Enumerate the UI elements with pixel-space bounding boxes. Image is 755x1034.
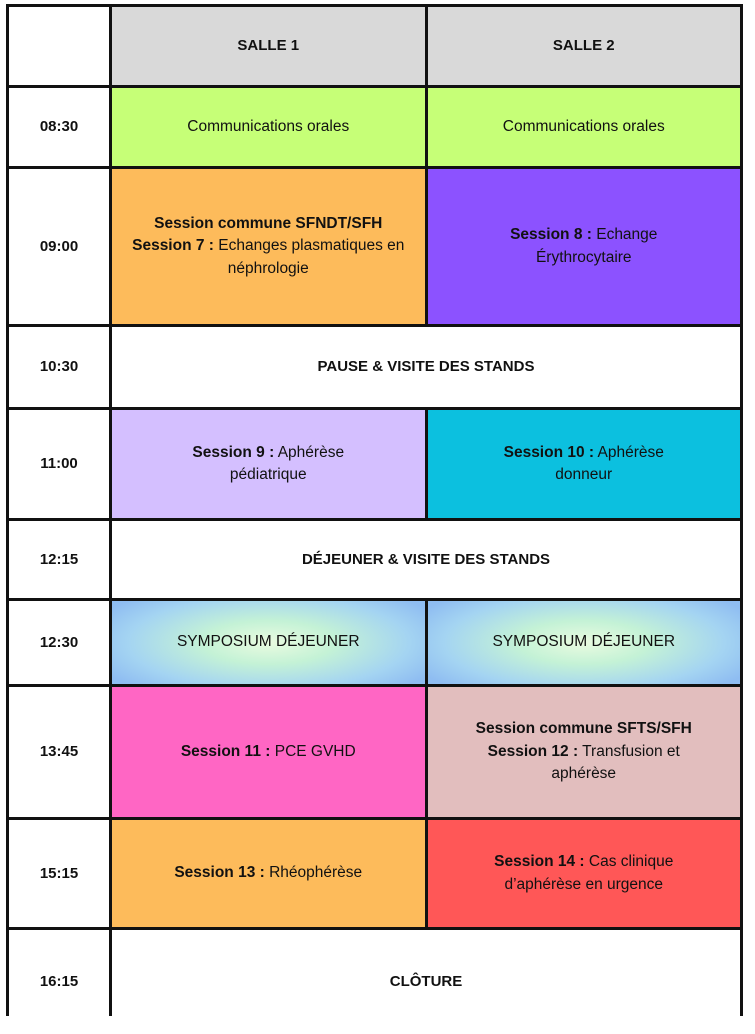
time-cell: 13:45: [9, 687, 109, 817]
break-cell: DÉJEUNER & VISITE DES STANDS: [112, 521, 740, 598]
session-number: Session 9 :: [192, 443, 275, 461]
time-cell: 16:15: [9, 930, 109, 1034]
time-cell: 10:30: [9, 327, 109, 407]
time-cell: 11:00: [9, 410, 109, 518]
header-salle-1: SALLE 1: [112, 7, 425, 85]
session-title: Rhéophérèse: [264, 864, 363, 882]
session-block: [174, 862, 362, 884]
session-number: Session 10 :: [503, 443, 595, 461]
session-title: Echange Érythrocytaire: [535, 226, 658, 266]
session-block: [181, 741, 356, 763]
session-block: [459, 851, 709, 896]
break-cell: PAUSE & VISITE DES STANDS: [112, 327, 740, 407]
session-number: Session 13 :: [174, 864, 265, 882]
session-title: PCE GVHD: [270, 742, 356, 760]
session-block: [464, 718, 704, 785]
session-block: [122, 213, 415, 280]
symposium-cell: [428, 601, 741, 684]
header-corner-cell: [9, 7, 109, 85]
session-joint-label: Session commune SFNDT/SFH: [154, 214, 383, 232]
session-cell: [112, 820, 425, 927]
session-cell: [428, 88, 741, 166]
time-cell: 09:00: [9, 169, 109, 324]
session-number: Session 14 :: [494, 853, 585, 871]
time-cell: 12:30: [9, 601, 109, 684]
session-cell: [428, 169, 741, 324]
session-cell: [112, 169, 425, 324]
closing-cell: CLÔTURE: [112, 930, 740, 1034]
schedule-table: [6, 4, 743, 1016]
session-joint-label: Session commune SFTS/SFH: [475, 720, 692, 738]
session-text: SYMPOSIUM DÉJEUNER: [176, 633, 360, 651]
session-text: Communications orales: [187, 117, 350, 135]
session-number: Session 8 :: [510, 226, 592, 244]
session-title: Echanges plasmatiques en néphrologie: [213, 237, 405, 277]
session-title: Aphérèse pédiatrique: [229, 443, 345, 483]
session-number: Session 11 :: [180, 742, 271, 760]
session-cell: [112, 88, 425, 166]
session-title: Aphérèse donneur: [555, 443, 664, 483]
session-cell: [428, 410, 741, 518]
session-block: [484, 224, 684, 269]
session-title: Transfusion et aphérèse: [551, 742, 680, 783]
session-block: [489, 442, 679, 487]
session-cell: [112, 410, 425, 518]
session-block: [173, 442, 363, 487]
symposium-cell: [112, 601, 425, 684]
time-cell: 12:15: [9, 521, 109, 598]
session-cell: [428, 820, 741, 927]
session-text: SYMPOSIUM DÉJEUNER: [492, 633, 676, 651]
time-cell: 08:30: [9, 88, 109, 166]
session-cell: [428, 687, 741, 817]
session-text: Communications orales: [502, 117, 665, 135]
session-cell: [112, 687, 425, 817]
header-salle-2: SALLE 2: [428, 7, 741, 85]
session-number: Session 12 :: [487, 742, 579, 760]
time-cell: 15:15: [9, 820, 109, 927]
session-title: Cas clinique d’aphérèse en urgence: [504, 853, 674, 893]
session-number: Session 7 :: [132, 237, 214, 255]
